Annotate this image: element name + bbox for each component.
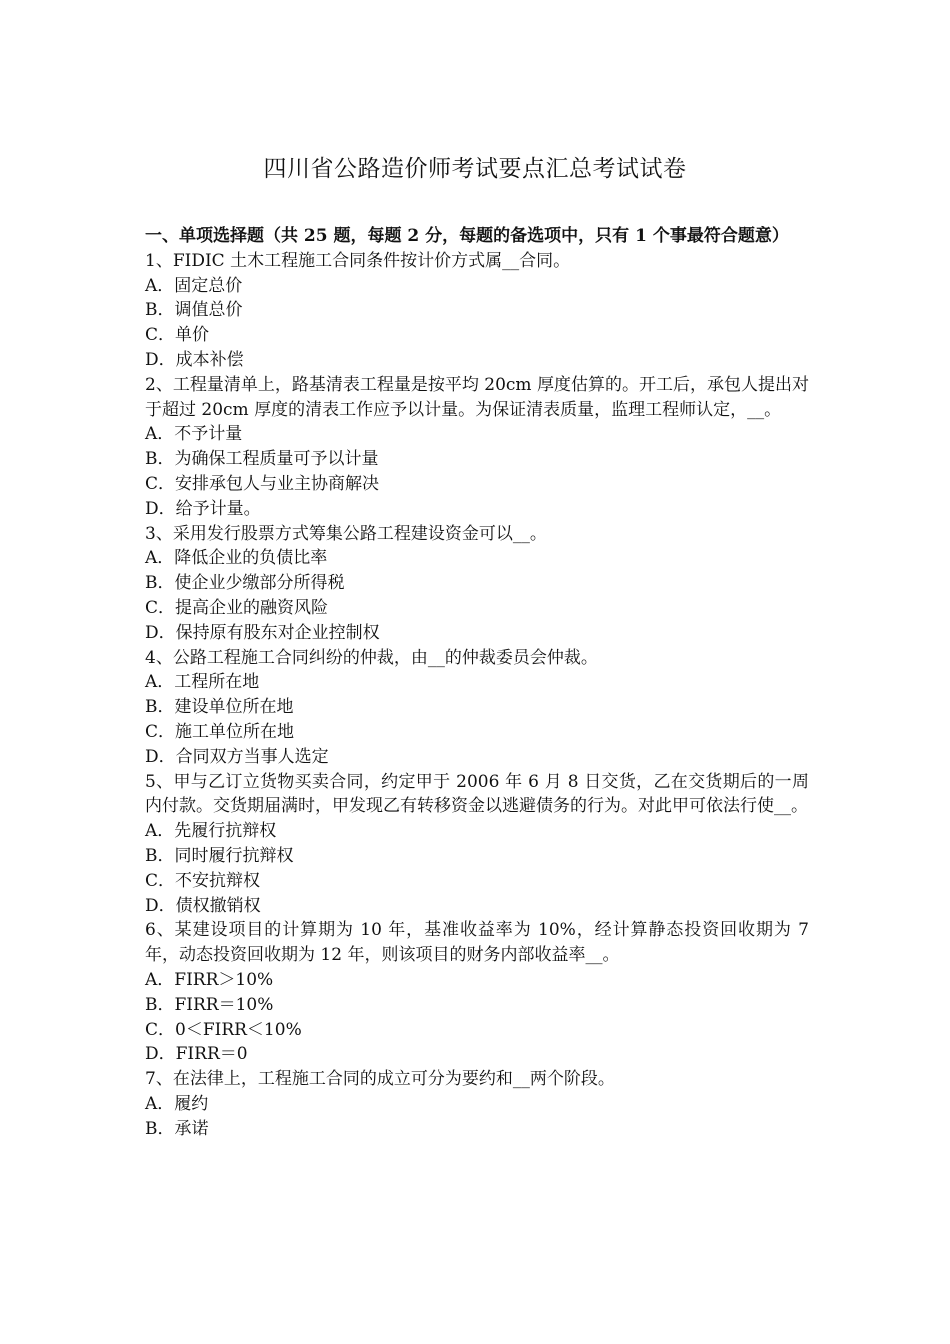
question-text: 4、公路工程施工合同纠纷的仲裁，由__的仲裁委员会仲裁。	[145, 647, 598, 668]
option-b: B．同时履行抗辩权	[145, 845, 294, 866]
option-b: B．承诺	[145, 1118, 209, 1139]
option-a: A．固定总价	[145, 275, 243, 296]
document-title: 四川省公路造价师考试要点汇总考试试卷	[263, 156, 687, 182]
option-d: D．成本补偿	[145, 349, 244, 370]
option-d: D．给予计量。	[145, 498, 261, 519]
option-d: D．保持原有股东对企业控制权	[145, 622, 380, 643]
question-text: 7、在法律上，工程施工合同的成立可分为要约和__两个阶段。	[145, 1069, 615, 1090]
question-1	[145, 249, 809, 373]
option-d: D．FIRR＝0	[145, 1044, 248, 1065]
question-text: 5、甲与乙订立货物买卖合同，约定甲于 2006 年 6 月 8 日交货，乙在交货期后的一周内付款。交货期届满时，甲发现乙有转移资金以逃避债务的行为。对此甲可依法行使__。	[145, 771, 809, 817]
option-c: C．不安抗辩权	[145, 870, 261, 891]
option-a: A．履约	[145, 1093, 209, 1114]
question-3	[145, 522, 809, 646]
option-a: A．先履行抗辩权	[145, 821, 277, 842]
option-c: C．单价	[145, 325, 210, 346]
option-c: C．施工单位所在地	[145, 721, 295, 742]
question-4	[145, 646, 809, 770]
option-b: B．为确保工程质量可予以计量	[145, 449, 379, 470]
option-b: B．建设单位所在地	[145, 697, 294, 718]
section-heading: 一、单项选择题（共 25 题，每题 2 分，每题的备选项中，只有 1 个事最符合题意）	[145, 226, 789, 246]
option-c: C．安排承包人与业主协商解决	[145, 473, 380, 494]
option-a: A．FIRR＞10%	[145, 969, 274, 990]
option-c: C．提高企业的融资风险	[145, 597, 329, 618]
option-b: B．FIRR＝10%	[145, 994, 274, 1015]
option-a: A．不予计量	[145, 424, 243, 445]
question-text: 3、采用发行股票方式筹集公路工程建设资金可以__。	[145, 523, 547, 544]
option-c: C．0＜FIRR＜10%	[145, 1019, 302, 1040]
option-b: B．调值总价	[145, 300, 243, 321]
question-text: 2、工程量清单上，路基清表工程量是按平均 20cm 厚度估算的。开工后，承包人提出对于超过 20cm 厚度的清表工作应予以计量。为保证清表质量，监理工程师认定，__。	[145, 374, 809, 420]
option-d: D．合同双方当事人选定	[145, 746, 329, 767]
question-text: 1、FIDIC 土木工程施工合同条件按计价方式属__合同。	[145, 250, 571, 271]
option-d: D．债权撤销权	[145, 895, 261, 916]
question-2	[145, 373, 809, 522]
option-a: A．工程所在地	[145, 672, 260, 693]
option-a: A．降低企业的负债比率	[145, 548, 328, 569]
document-body	[145, 224, 809, 1141]
question-5	[145, 770, 809, 919]
question-text: 6、某建设项目的计算期为 10 年，基准收益率为 10%，经计算静态投资回收期为 7 年，动态投资回收期为 12 年，则该项目的财务内部收益率__。	[145, 920, 809, 966]
option-b: B．使企业少缴部分所得税	[145, 573, 345, 594]
question-7	[145, 1067, 809, 1141]
question-6	[145, 918, 809, 1067]
